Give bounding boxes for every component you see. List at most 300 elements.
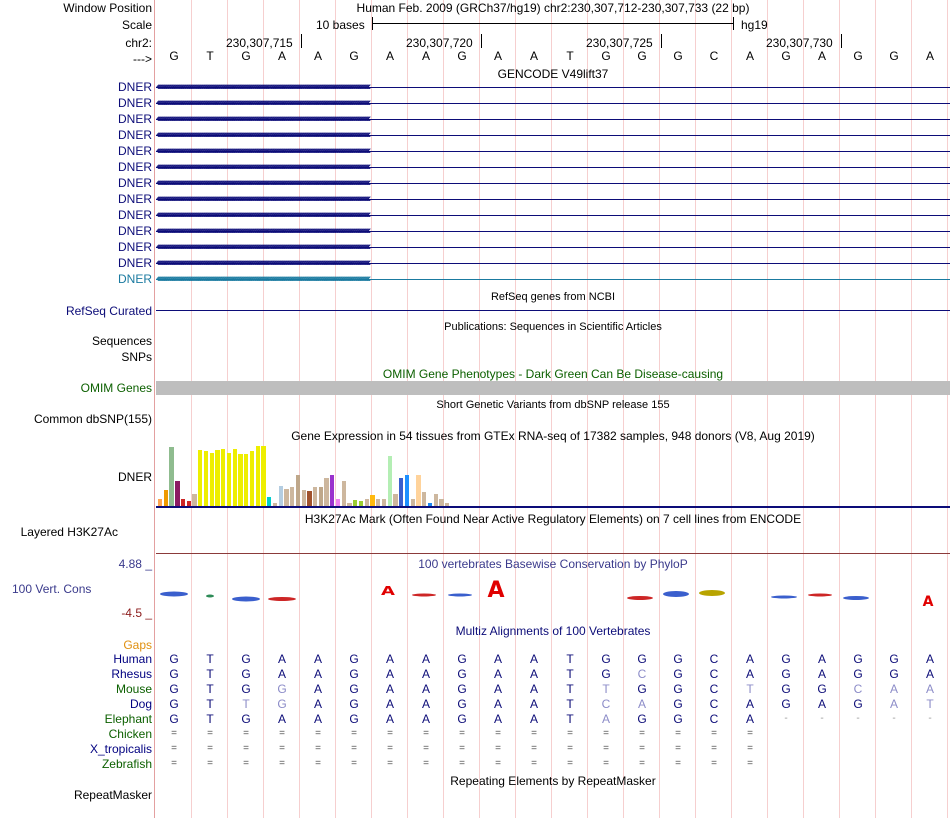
alignment-base: A — [925, 652, 934, 666]
alignment-base: A — [277, 667, 286, 681]
gencode-transcript-label[interactable]: DNER — [117, 80, 152, 94]
gtex-tissue-bar[interactable] — [434, 494, 438, 506]
alignment-base: - — [928, 713, 932, 724]
alignment-base: A — [889, 682, 898, 696]
multiz-track-title[interactable]: Multiz Alignments of 100 Vertebrates — [455, 624, 651, 638]
refseq-gene-line[interactable] — [156, 310, 950, 311]
alignment-base: = — [711, 728, 717, 739]
alignment-base: = — [531, 728, 537, 739]
alignment-base: G — [601, 652, 611, 666]
gtex-tissue-bar[interactable] — [244, 454, 248, 506]
alignment-base: G — [241, 652, 251, 666]
alignment-base: T — [566, 682, 574, 696]
coord-4: 230,307,730 — [766, 36, 833, 50]
alignment-base: G — [781, 682, 791, 696]
sequence-base: G — [349, 49, 359, 63]
sequence-base: G — [673, 49, 683, 63]
alignment-base: A — [817, 667, 826, 681]
repeatmasker-track-label[interactable]: RepeatMasker — [73, 788, 152, 802]
alignment-base: = — [423, 758, 429, 769]
alignment-base: = — [639, 728, 645, 739]
gencode-transcript-label[interactable]: DNER — [117, 240, 152, 254]
alignment-base: G — [169, 697, 179, 711]
publications-track-title[interactable]: Publications: Sequences in Scientific Articles — [444, 321, 662, 333]
alignment-base: = — [279, 758, 285, 769]
alignment-base: G — [169, 667, 179, 681]
gencode-transcript-label[interactable]: DNER — [117, 256, 152, 270]
alignment-base: G — [889, 667, 899, 681]
sequence-base: G — [889, 49, 899, 63]
alignment-base: A — [385, 682, 394, 696]
gtex-tissue-bar[interactable] — [324, 478, 328, 506]
alignment-base: G — [457, 697, 467, 711]
alignment-base: G — [673, 697, 683, 711]
alignment-base: G — [637, 652, 647, 666]
alignment-base: G — [853, 667, 863, 681]
gencode-transcript-label[interactable]: DNER — [117, 224, 152, 238]
gencode-transcript-line[interactable]: ‹‹‹‹‹‹‹‹‹‹‹‹‹‹‹‹‹‹‹‹‹‹‹‹‹‹‹‹‹‹‹‹‹‹‹‹‹‹‹‹‹‹‹‹‹‹‹‹‹‹‹‹‹‹‹‹‹‹‹‹‹‹‹‹‹‹‹‹‹‹‹‹‹‹‹‹‹‹‹‹‹‹‹‹‹‹‹‹‹‹‹‹‹‹‹‹‹‹‹‹‹‹‹‹‹‹‹‹‹‹‹‹‹‹‹‹‹‹‹‹‹‹‹‹‹‹‹‹‹‹‹‹‹‹‹‹‹‹‹‹‹‹‹‹‹‹‹‹‹‹‹‹‹‹‹‹‹‹‹‹‹‹‹‹‹‹‹‹‹‹‹‹‹‹‹‹‹‹‹‹‹‹‹‹‹‹‹‹‹‹‹‹‹‹‹‹‹‹‹‹ — [156, 273, 369, 285]
gtex-gene-line — [156, 506, 950, 508]
alignment-base: G — [169, 682, 179, 696]
alignment-base: G — [457, 712, 467, 726]
alignment-base: G — [853, 652, 863, 666]
gtex-tissue-bar[interactable] — [290, 487, 294, 506]
dbsnp-track-title[interactable]: Short Genetic Variants from dbSNP release 155 — [436, 399, 670, 411]
alignment-base: = — [279, 728, 285, 739]
alignment-base: = — [495, 758, 501, 769]
alignment-base: = — [315, 758, 321, 769]
phylop-glyph-c — [699, 590, 725, 596]
sequence-base: A — [385, 49, 394, 63]
sequence-base: A — [925, 49, 934, 63]
gencode-transcript-line[interactable]: ‹‹‹‹‹‹‹‹‹‹‹‹‹‹‹‹‹‹‹‹‹‹‹‹‹‹‹‹‹‹‹‹‹‹‹‹‹‹‹‹‹‹‹‹‹‹‹‹‹‹‹‹‹‹‹‹‹‹‹‹‹‹‹‹‹‹‹‹‹‹‹‹‹‹‹‹‹‹‹‹‹‹‹‹‹‹‹‹‹‹‹‹‹‹‹‹‹‹‹‹‹‹‹‹‹‹‹‹‹‹‹‹‹‹‹‹‹‹‹‹‹‹‹‹‹‹‹‹‹‹‹‹‹‹‹‹‹‹‹‹‹‹‹‹‹‹‹‹‹‹‹‹‹‹‹‹‹‹‹‹‹‹‹‹‹‹‹‹‹‹‹‹‹‹‹‹‹‹‹‹‹‹‹‹‹‹‹‹‹‹‹‹‹‹‹‹‹‹‹‹ — [156, 257, 369, 269]
alignment-base: = — [747, 758, 753, 769]
gtex-tissue-bar[interactable] — [175, 481, 179, 506]
gtex-tissue-bar[interactable] — [376, 499, 380, 506]
alignment-base: = — [567, 758, 573, 769]
gencode-transcript-line[interactable]: ‹‹‹‹‹‹‹‹‹‹‹‹‹‹‹‹‹‹‹‹‹‹‹‹‹‹‹‹‹‹‹‹‹‹‹‹‹‹‹‹‹‹‹‹‹‹‹‹‹‹‹‹‹‹‹‹‹‹‹‹‹‹‹‹‹‹‹‹‹‹‹‹‹‹‹‹‹‹‹‹‹‹‹‹‹‹‹‹‹‹‹‹‹‹‹‹‹‹‹‹‹‹‹‹‹‹‹‹‹‹‹‹‹‹‹‹‹‹‹‹‹‹‹‹‹‹‹‹‹‹‹‹‹‹‹‹‹‹‹‹‹‹‹‹‹‹‹‹‹‹‹‹‹‹‹‹‹‹‹‹‹‹‹‹‹‹‹‹‹‹‹‹‹‹‹‹‹‹‹‹‹‹‹‹‹‹‹‹‹‹‹‹‹‹‹‹‹‹‹‹ — [156, 193, 369, 205]
species-label-rhesus[interactable]: Rhesus — [111, 667, 152, 681]
alignment-base: = — [243, 743, 249, 754]
alignment-base: = — [351, 758, 357, 769]
alignment-base: = — [387, 743, 393, 754]
alignment-base: = — [747, 728, 753, 739]
alignment-base: A — [745, 697, 754, 711]
alignment-base: A — [529, 667, 538, 681]
gtex-tissue-bar[interactable] — [198, 450, 202, 506]
omim-gene-bar[interactable] — [156, 381, 950, 395]
gtex-tissue-bar[interactable] — [307, 491, 311, 506]
gtex-tissue-bar[interactable] — [330, 475, 334, 506]
gencode-transcript-line[interactable]: ‹‹‹‹‹‹‹‹‹‹‹‹‹‹‹‹‹‹‹‹‹‹‹‹‹‹‹‹‹‹‹‹‹‹‹‹‹‹‹‹‹‹‹‹‹‹‹‹‹‹‹‹‹‹‹‹‹‹‹‹‹‹‹‹‹‹‹‹‹‹‹‹‹‹‹‹‹‹‹‹‹‹‹‹‹‹‹‹‹‹‹‹‹‹‹‹‹‹‹‹‹‹‹‹‹‹‹‹‹‹‹‹‹‹‹‹‹‹‹‹‹‹‹‹‹‹‹‹‹‹‹‹‹‹‹‹‹‹‹‹‹‹‹‹‹‹‹‹‹‹‹‹‹‹‹‹‹‹‹‹‹‹‹‹‹‹‹‹‹‹‹‹‹‹‹‹‹‹‹‹‹‹‹‹‹‹‹‹‹‹‹‹‹‹‹‹‹‹‹‹ — [156, 177, 369, 189]
window-position-value: Human Feb. 2009 (GRCh37/hg19) chr2:230,307,712-230,307,733 (22 bp) — [356, 1, 750, 15]
alignment-base: = — [675, 758, 681, 769]
gencode-transcript-line[interactable]: ‹‹‹‹‹‹‹‹‹‹‹‹‹‹‹‹‹‹‹‹‹‹‹‹‹‹‹‹‹‹‹‹‹‹‹‹‹‹‹‹‹‹‹‹‹‹‹‹‹‹‹‹‹‹‹‹‹‹‹‹‹‹‹‹‹‹‹‹‹‹‹‹‹‹‹‹‹‹‹‹‹‹‹‹‹‹‹‹‹‹‹‹‹‹‹‹‹‹‹‹‹‹‹‹‹‹‹‹‹‹‹‹‹‹‹‹‹‹‹‹‹‹‹‹‹‹‹‹‹‹‹‹‹‹‹‹‹‹‹‹‹‹‹‹‹‹‹‹‹‹‹‹‹‹‹‹‹‹‹‹‹‹‹‹‹‹‹‹‹‹‹‹‹‹‹‹‹‹‹‹‹‹‹‹‹‹‹‹‹‹‹‹‹‹‹‹‹‹‹‹ — [156, 145, 369, 157]
alignment-base: A — [385, 652, 394, 666]
scale-bar-right — [733, 17, 734, 30]
gtex-tissue-bar[interactable] — [296, 475, 300, 506]
gtex-tissue-bar[interactable] — [192, 494, 196, 506]
alignment-base: A — [601, 712, 610, 726]
alignment-base: T — [206, 682, 214, 696]
gencode-transcript-label[interactable]: DNER — [117, 96, 152, 110]
dbsnp-track-label[interactable]: Common dbSNP(155) — [33, 412, 152, 426]
phylop-min-label: -4.5 _ — [121, 606, 152, 620]
sequence-base: G — [169, 49, 179, 63]
alignment-base: G — [277, 682, 287, 696]
alignment-base: A — [493, 652, 502, 666]
gtex-tissue-bar[interactable] — [365, 499, 369, 506]
alignment-base: = — [387, 758, 393, 769]
gtex-tissue-bar[interactable] — [204, 451, 208, 506]
alignment-base: A — [421, 667, 430, 681]
sequence-base: A — [817, 49, 826, 63]
gtex-tissue-bar[interactable] — [256, 446, 260, 506]
alignment-base: G — [349, 667, 359, 681]
h3k27ac-baseline — [156, 553, 950, 554]
alignment-base: T — [206, 652, 214, 666]
gtex-tissue-bar[interactable] — [267, 497, 271, 506]
gtex-tissue-bar[interactable] — [302, 490, 306, 506]
phylop-glyph-a: A — [922, 594, 934, 608]
gtex-tissue-bar[interactable] — [399, 478, 403, 506]
alignment-base: A — [817, 652, 826, 666]
alignment-base: = — [207, 758, 213, 769]
gtex-tissue-bar[interactable] — [405, 475, 409, 506]
alignment-base: A — [313, 667, 322, 681]
alignment-base: G — [889, 652, 899, 666]
alignment-base: = — [171, 728, 177, 739]
alignment-base: = — [243, 758, 249, 769]
alignment-base: C — [637, 667, 647, 681]
gtex-tissue-bar[interactable] — [416, 475, 420, 506]
alignment-base: G — [349, 712, 359, 726]
coord-2: 230,307,720 — [406, 36, 473, 50]
alignment-base: G — [637, 682, 647, 696]
species-label-human[interactable]: Human — [113, 652, 152, 666]
alignment-base: T — [566, 667, 574, 681]
alignment-base: A — [529, 697, 538, 711]
gencode-transcript-label[interactable]: DNER — [117, 208, 152, 222]
gencode-transcript-label[interactable]: DNER — [117, 112, 152, 126]
coord-tick — [841, 34, 842, 48]
coord-tick — [481, 34, 482, 48]
alignment-base: = — [639, 743, 645, 754]
alignment-base: = — [747, 743, 753, 754]
alignment-base: = — [315, 743, 321, 754]
sequence-base: A — [277, 49, 286, 63]
gtex-tissue-bar[interactable] — [164, 490, 168, 506]
alignment-base: = — [603, 758, 609, 769]
alignment-base: = — [459, 758, 465, 769]
refseq-track-label[interactable]: RefSeq Curated — [65, 304, 152, 318]
phylop-glyph-a: A — [381, 583, 395, 599]
h3k27ac-track-label[interactable]: Layered H3K27Ac — [20, 525, 118, 539]
alignment-base: = — [207, 743, 213, 754]
alignment-base: A — [421, 712, 430, 726]
sequence-base: A — [421, 49, 430, 63]
phylop-glyph-g — [771, 596, 797, 599]
phylop-glyph-g — [160, 592, 188, 597]
alignment-base: A — [493, 682, 502, 696]
alignment-base: G — [781, 652, 791, 666]
alignment-base: A — [745, 652, 754, 666]
scale-label: Scale — [121, 18, 152, 32]
sequence-base: A — [493, 49, 502, 63]
alignment-base: = — [567, 728, 573, 739]
species-label-x_tropicalis[interactable]: X_tropicalis — [89, 742, 152, 756]
alignment-base: A — [925, 667, 934, 681]
gtex-tissue-bar[interactable] — [221, 449, 225, 506]
alignment-base: A — [529, 712, 538, 726]
gencode-transcript-line[interactable]: ‹‹‹‹‹‹‹‹‹‹‹‹‹‹‹‹‹‹‹‹‹‹‹‹‹‹‹‹‹‹‹‹‹‹‹‹‹‹‹‹‹‹‹‹‹‹‹‹‹‹‹‹‹‹‹‹‹‹‹‹‹‹‹‹‹‹‹‹‹‹‹‹‹‹‹‹‹‹‹‹‹‹‹‹‹‹‹‹‹‹‹‹‹‹‹‹‹‹‹‹‹‹‹‹‹‹‹‹‹‹‹‹‹‹‹‹‹‹‹‹‹‹‹‹‹‹‹‹‹‹‹‹‹‹‹‹‹‹‹‹‹‹‹‹‹‹‹‹‹‹‹‹‹‹‹‹‹‹‹‹‹‹‹‹‹‹‹‹‹‹‹‹‹‹‹‹‹‹‹‹‹‹‹‹‹‹‹‹‹‹‹‹‹‹‹‹‹‹‹‹ — [156, 81, 369, 93]
alignment-base: A — [529, 682, 538, 696]
alignment-base: G — [781, 667, 791, 681]
alignment-base: A — [385, 667, 394, 681]
gtex-tissue-bar[interactable] — [233, 449, 237, 506]
alignment-base: G — [169, 712, 179, 726]
gencode-transcript-line[interactable]: ‹‹‹‹‹‹‹‹‹‹‹‹‹‹‹‹‹‹‹‹‹‹‹‹‹‹‹‹‹‹‹‹‹‹‹‹‹‹‹‹‹‹‹‹‹‹‹‹‹‹‹‹‹‹‹‹‹‹‹‹‹‹‹‹‹‹‹‹‹‹‹‹‹‹‹‹‹‹‹‹‹‹‹‹‹‹‹‹‹‹‹‹‹‹‹‹‹‹‹‹‹‹‹‹‹‹‹‹‹‹‹‹‹‹‹‹‹‹‹‹‹‹‹‹‹‹‹‹‹‹‹‹‹‹‹‹‹‹‹‹‹‹‹‹‹‹‹‹‹‹‹‹‹‹‹‹‹‹‹‹‹‹‹‹‹‹‹‹‹‹‹‹‹‹‹‹‹‹‹‹‹‹‹‹‹‹‹‹‹‹‹‹‹‹‹‹‹‹‹‹ — [156, 161, 369, 173]
phylop-track-title[interactable]: 100 vertebrates Basewise Conservation by PhyloP — [418, 557, 688, 571]
alignment-base: = — [279, 743, 285, 754]
phylop-glyph-a: A — [487, 578, 505, 603]
gtex-tissue-bar[interactable] — [422, 492, 426, 506]
alignment-base: = — [171, 743, 177, 754]
alignment-base: A — [745, 667, 754, 681]
alignment-base: A — [925, 682, 934, 696]
alignment-base: T — [206, 667, 214, 681]
alignment-base: - — [892, 713, 896, 724]
alignment-base: = — [675, 728, 681, 739]
alignment-base: G — [241, 712, 251, 726]
alignment-base: G — [457, 682, 467, 696]
gtex-tissue-bar[interactable] — [382, 499, 386, 506]
phylop-glyph-g — [448, 594, 472, 597]
alignment-base: T — [926, 697, 934, 711]
alignment-base: = — [531, 743, 537, 754]
gtex-bar-chart[interactable] — [156, 444, 950, 506]
sequence-base: G — [637, 49, 647, 63]
gtex-tissue-bar[interactable] — [158, 499, 162, 506]
alignment-base: C — [709, 712, 719, 726]
alignment-base: A — [313, 652, 322, 666]
alignment-base: G — [349, 682, 359, 696]
alignment-base: G — [277, 697, 287, 711]
alignment-base: - — [784, 713, 788, 724]
gtex-tissue-bar[interactable] — [210, 453, 214, 506]
gencode-transcript-line[interactable]: ‹‹‹‹‹‹‹‹‹‹‹‹‹‹‹‹‹‹‹‹‹‹‹‹‹‹‹‹‹‹‹‹‹‹‹‹‹‹‹‹‹‹‹‹‹‹‹‹‹‹‹‹‹‹‹‹‹‹‹‹‹‹‹‹‹‹‹‹‹‹‹‹‹‹‹‹‹‹‹‹‹‹‹‹‹‹‹‹‹‹‹‹‹‹‹‹‹‹‹‹‹‹‹‹‹‹‹‹‹‹‹‹‹‹‹‹‹‹‹‹‹‹‹‹‹‹‹‹‹‹‹‹‹‹‹‹‹‹‹‹‹‹‹‹‹‹‹‹‹‹‹‹‹‹‹‹‹‹‹‹‹‹‹‹‹‹‹‹‹‹‹‹‹‹‹‹‹‹‹‹‹‹‹‹‹‹‹‹‹‹‹‹‹‹‹‹‹‹‹‹ — [156, 97, 369, 109]
sequence-base: C — [709, 49, 719, 63]
alignment-base: T — [746, 682, 754, 696]
multiz-gaps-label[interactable]: Gaps — [123, 638, 152, 652]
species-label-chicken[interactable]: Chicken — [108, 727, 152, 741]
gtex-tissue-bar[interactable] — [284, 489, 288, 506]
gtex-track-label[interactable]: DNER — [117, 470, 152, 484]
omim-track-title[interactable]: OMIM Gene Phenotypes - Dark Green Can Be Disease-causing — [382, 367, 724, 381]
alignment-base: = — [495, 728, 501, 739]
phylop-logo[interactable] — [156, 576, 950, 608]
species-label-elephant[interactable]: Elephant — [104, 712, 152, 726]
alignment-base: G — [241, 667, 251, 681]
alignment-base: T — [206, 712, 214, 726]
sequence-base: A — [529, 49, 538, 63]
alignment-base: = — [603, 728, 609, 739]
coord-tick — [301, 34, 302, 48]
gtex-tissue-bar[interactable] — [261, 446, 265, 506]
gtex-tissue-bar[interactable] — [342, 481, 346, 506]
alignment-base: = — [315, 728, 321, 739]
gtex-tissue-bar[interactable] — [319, 487, 323, 506]
gencode-transcript-line[interactable]: ‹‹‹‹‹‹‹‹‹‹‹‹‹‹‹‹‹‹‹‹‹‹‹‹‹‹‹‹‹‹‹‹‹‹‹‹‹‹‹‹‹‹‹‹‹‹‹‹‹‹‹‹‹‹‹‹‹‹‹‹‹‹‹‹‹‹‹‹‹‹‹‹‹‹‹‹‹‹‹‹‹‹‹‹‹‹‹‹‹‹‹‹‹‹‹‹‹‹‹‹‹‹‹‹‹‹‹‹‹‹‹‹‹‹‹‹‹‹‹‹‹‹‹‹‹‹‹‹‹‹‹‹‹‹‹‹‹‹‹‹‹‹‹‹‹‹‹‹‹‹‹‹‹‹‹‹‹‹‹‹‹‹‹‹‹‹‹‹‹‹‹‹‹‹‹‹‹‹‹‹‹‹‹‹‹‹‹‹‹‹‹‹‹‹‹‹‹‹‹‹ — [156, 129, 369, 141]
gtex-track-title[interactable]: Gene Expression in 54 tissues from GTEx RNA-seq of 17382 samples, 948 donors (V8, Aug 2019) — [291, 429, 815, 443]
sequence-base: G — [853, 49, 863, 63]
alignment-base: A — [277, 712, 286, 726]
alignment-base: T — [602, 682, 610, 696]
gtex-tissue-bar[interactable] — [313, 487, 317, 506]
gtex-tissue-bar[interactable] — [181, 499, 185, 506]
sequence-base: G — [781, 49, 791, 63]
alignment-base: G — [457, 667, 467, 681]
phylop-glyph-a — [627, 596, 653, 600]
alignment-base: G — [457, 652, 467, 666]
sequence-base: G — [601, 49, 611, 63]
alignment-base: C — [709, 697, 719, 711]
alignment-base: A — [637, 697, 646, 711]
species-label-dog[interactable]: Dog — [129, 697, 152, 711]
alignment-base: A — [529, 652, 538, 666]
species-label-zebrafish[interactable]: Zebrafish — [101, 757, 152, 771]
alignment-base: = — [243, 728, 249, 739]
gtex-tissue-bar[interactable] — [279, 486, 283, 506]
alignment-base: A — [313, 682, 322, 696]
alignment-base: = — [387, 728, 393, 739]
alignment-base: A — [889, 697, 898, 711]
alignment-base: G — [781, 697, 791, 711]
gencode-transcript-label[interactable]: DNER — [117, 192, 152, 206]
gtex-tissue-bar[interactable] — [169, 447, 173, 506]
alignment-base: C — [709, 667, 719, 681]
alignment-base: G — [349, 652, 359, 666]
gtex-tissue-bar[interactable] — [227, 453, 231, 506]
publications-snps-label[interactable]: SNPs — [121, 350, 152, 364]
alignment-base: A — [421, 682, 430, 696]
gencode-transcript-label[interactable]: DNER — [117, 160, 152, 174]
gencode-transcript-line[interactable]: ‹‹‹‹‹‹‹‹‹‹‹‹‹‹‹‹‹‹‹‹‹‹‹‹‹‹‹‹‹‹‹‹‹‹‹‹‹‹‹‹‹‹‹‹‹‹‹‹‹‹‹‹‹‹‹‹‹‹‹‹‹‹‹‹‹‹‹‹‹‹‹‹‹‹‹‹‹‹‹‹‹‹‹‹‹‹‹‹‹‹‹‹‹‹‹‹‹‹‹‹‹‹‹‹‹‹‹‹‹‹‹‹‹‹‹‹‹‹‹‹‹‹‹‹‹‹‹‹‹‹‹‹‹‹‹‹‹‹‹‹‹‹‹‹‹‹‹‹‹‹‹‹‹‹‹‹‹‹‹‹‹‹‹‹‹‹‹‹‹‹‹‹‹‹‹‹‹‹‹‹‹‹‹‹‹‹‹‹‹‹‹‹‹‹‹‹‹‹‹‹ — [156, 241, 369, 253]
alignment-base: A — [493, 712, 502, 726]
alignment-base: A — [493, 667, 502, 681]
gtex-tissue-bar[interactable] — [238, 454, 242, 506]
alignment-base: = — [495, 743, 501, 754]
alignment-base: = — [567, 743, 573, 754]
alignment-base: = — [351, 728, 357, 739]
publications-sequences-label[interactable]: Sequences — [91, 334, 152, 348]
alignment-base: A — [313, 712, 322, 726]
omim-track-label[interactable]: OMIM Genes — [80, 381, 152, 395]
coord-tick — [661, 34, 662, 48]
track-separator-line — [154, 0, 155, 818]
species-label-mouse[interactable]: Mouse — [115, 682, 152, 696]
scale-value: 10 bases — [316, 18, 365, 32]
alignment-base: = — [423, 728, 429, 739]
sequence-base: G — [457, 49, 467, 63]
phylop-glyph-g — [232, 597, 260, 602]
alignment-base: = — [711, 743, 717, 754]
phylop-glyph-a — [808, 594, 832, 597]
alignment-base: A — [385, 697, 394, 711]
alignment-base: C — [601, 697, 611, 711]
alignment-base: T — [566, 652, 574, 666]
alignment-base: A — [421, 697, 430, 711]
alignment-base: = — [639, 758, 645, 769]
repeatmasker-track-title[interactable]: Repeating Elements by RepeatMasker — [450, 774, 656, 788]
alignment-base: G — [817, 682, 827, 696]
sequence-base: T — [206, 49, 214, 63]
gtex-tissue-bar[interactable] — [439, 499, 443, 506]
refseq-track-title[interactable]: RefSeq genes from NCBI — [490, 291, 616, 303]
gtex-tissue-bar[interactable] — [411, 499, 415, 506]
coord-1: 230,307,715 — [226, 36, 293, 50]
alignment-base: T — [242, 697, 250, 711]
alignment-base: = — [675, 743, 681, 754]
window-position-label: Window Position — [63, 1, 152, 15]
phylop-track-label[interactable]: 100 Vert. Cons — [12, 582, 92, 596]
alignment-base: G — [673, 667, 683, 681]
phylop-glyph-g — [663, 591, 689, 597]
strand-arrow-label: ---> — [133, 52, 152, 66]
phylop-glyph-g — [843, 596, 869, 600]
scale-bar — [372, 23, 733, 24]
phylop-glyph-a — [268, 597, 296, 601]
chr-label: chr2: — [125, 36, 152, 50]
gencode-transcript-line[interactable]: ‹‹‹‹‹‹‹‹‹‹‹‹‹‹‹‹‹‹‹‹‹‹‹‹‹‹‹‹‹‹‹‹‹‹‹‹‹‹‹‹‹‹‹‹‹‹‹‹‹‹‹‹‹‹‹‹‹‹‹‹‹‹‹‹‹‹‹‹‹‹‹‹‹‹‹‹‹‹‹‹‹‹‹‹‹‹‹‹‹‹‹‹‹‹‹‹‹‹‹‹‹‹‹‹‹‹‹‹‹‹‹‹‹‹‹‹‹‹‹‹‹‹‹‹‹‹‹‹‹‹‹‹‹‹‹‹‹‹‹‹‹‹‹‹‹‹‹‹‹‹‹‹‹‹‹‹‹‹‹‹‹‹‹‹‹‹‹‹‹‹‹‹‹‹‹‹‹‹‹‹‹‹‹‹‹‹‹‹‹‹‹‹‹‹‹‹‹‹‹‹ — [156, 225, 369, 237]
gtex-tissue-bar[interactable] — [336, 499, 340, 506]
phylop-glyph-t — [206, 595, 214, 598]
sequence-base: T — [566, 49, 574, 63]
gencode-transcript-label[interactable]: DNER — [117, 144, 152, 158]
alignment-base: = — [207, 728, 213, 739]
gencode-track-title[interactable]: GENCODE V49lift37 — [497, 67, 609, 81]
alignment-base: G — [673, 652, 683, 666]
alignment-base: = — [459, 728, 465, 739]
gencode-transcript-label[interactable]: DNER — [117, 272, 152, 286]
sequence-base: G — [241, 49, 251, 63]
gencode-transcript-line[interactable]: ‹‹‹‹‹‹‹‹‹‹‹‹‹‹‹‹‹‹‹‹‹‹‹‹‹‹‹‹‹‹‹‹‹‹‹‹‹‹‹‹‹‹‹‹‹‹‹‹‹‹‹‹‹‹‹‹‹‹‹‹‹‹‹‹‹‹‹‹‹‹‹‹‹‹‹‹‹‹‹‹‹‹‹‹‹‹‹‹‹‹‹‹‹‹‹‹‹‹‹‹‹‹‹‹‹‹‹‹‹‹‹‹‹‹‹‹‹‹‹‹‹‹‹‹‹‹‹‹‹‹‹‹‹‹‹‹‹‹‹‹‹‹‹‹‹‹‹‹‹‹‹‹‹‹‹‹‹‹‹‹‹‹‹‹‹‹‹‹‹‹‹‹‹‹‹‹‹‹‹‹‹‹‹‹‹‹‹‹‹‹‹‹‹‹‹‹‹‹‹‹ — [156, 209, 369, 221]
gtex-tissue-bar[interactable] — [393, 494, 397, 506]
alignment-base: = — [531, 758, 537, 769]
gtex-tissue-bar[interactable] — [388, 456, 392, 506]
gencode-transcript-line[interactable]: ‹‹‹‹‹‹‹‹‹‹‹‹‹‹‹‹‹‹‹‹‹‹‹‹‹‹‹‹‹‹‹‹‹‹‹‹‹‹‹‹‹‹‹‹‹‹‹‹‹‹‹‹‹‹‹‹‹‹‹‹‹‹‹‹‹‹‹‹‹‹‹‹‹‹‹‹‹‹‹‹‹‹‹‹‹‹‹‹‹‹‹‹‹‹‹‹‹‹‹‹‹‹‹‹‹‹‹‹‹‹‹‹‹‹‹‹‹‹‹‹‹‹‹‹‹‹‹‹‹‹‹‹‹‹‹‹‹‹‹‹‹‹‹‹‹‹‹‹‹‹‹‹‹‹‹‹‹‹‹‹‹‹‹‹‹‹‹‹‹‹‹‹‹‹‹‹‹‹‹‹‹‹‹‹‹‹‹‹‹‹‹‹‹‹‹‹‹‹‹‹ — [156, 113, 369, 125]
gencode-transcript-label[interactable]: DNER — [117, 176, 152, 190]
alignment-base: T — [206, 697, 214, 711]
alignment-base: G — [853, 697, 863, 711]
coord-3: 230,307,725 — [586, 36, 653, 50]
gtex-tissue-bar[interactable] — [215, 450, 219, 506]
alignment-base: G — [169, 652, 179, 666]
h3k27ac-track-title[interactable]: H3K27Ac Mark (Often Found Near Active Regulatory Elements) on 7 cell lines from ENCODE — [304, 512, 802, 526]
gtex-tissue-bar[interactable] — [250, 451, 254, 506]
gtex-tissue-bar[interactable] — [370, 495, 374, 506]
assembly-label: hg19 — [741, 18, 768, 32]
alignment-base: C — [853, 682, 863, 696]
alignment-base: A — [817, 697, 826, 711]
alignment-base: = — [423, 743, 429, 754]
alignment-base: A — [745, 712, 754, 726]
alignment-base: G — [673, 682, 683, 696]
gencode-transcript-label[interactable]: DNER — [117, 128, 152, 142]
alignment-base: A — [277, 652, 286, 666]
alignment-base: G — [673, 712, 683, 726]
alignment-base: - — [820, 713, 824, 724]
